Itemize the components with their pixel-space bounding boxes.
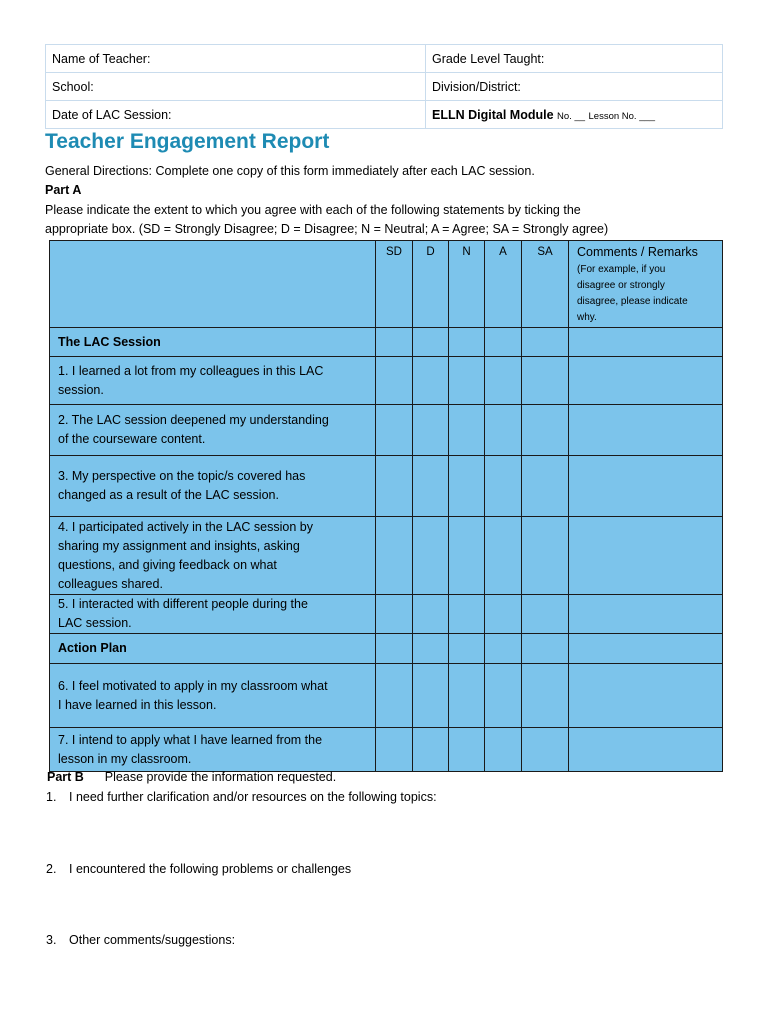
part-b-label: Part B	[47, 770, 84, 784]
rating-cell[interactable]	[522, 405, 569, 456]
part-b-question-1: 1. I need further clarification and/or resources on the following topics:	[46, 790, 437, 804]
part-b-heading	[47, 770, 336, 784]
rating-cell[interactable]	[449, 595, 485, 634]
part-a-label: Part A	[45, 183, 82, 197]
comment-cell[interactable]	[569, 456, 723, 517]
rating-cell[interactable]	[376, 328, 413, 357]
general-directions: General Directions: Complete one copy of this form immediately after each LAC session.	[45, 164, 535, 178]
rating-cell[interactable]	[485, 456, 522, 517]
part-b-question-3: 3. Other comments/suggestions:	[46, 933, 236, 947]
page-title: Teacher Engagement Report	[45, 130, 330, 153]
comment-cell[interactable]	[569, 517, 723, 595]
header-row	[50, 241, 723, 328]
comment-cell[interactable]	[569, 664, 723, 728]
rating-cell[interactable]	[522, 328, 569, 357]
comments-note-4: why.	[577, 312, 597, 323]
rating-cell[interactable]	[449, 634, 485, 664]
statement-row-4	[50, 517, 723, 595]
teacher-name-field[interactable]: Name of Teacher:	[46, 45, 426, 73]
part-a-instruction-line2: appropriate box. (SD = Strongly Disagree; D = Disagree; N = Neutral; A = Agree; SA = Strongly agree)	[45, 222, 609, 236]
comment-cell[interactable]	[569, 634, 723, 664]
rating-cell[interactable]	[413, 664, 449, 728]
rating-cell[interactable]	[449, 664, 485, 728]
rating-cell[interactable]	[485, 595, 522, 634]
comment-cell[interactable]	[569, 405, 723, 456]
rating-cell[interactable]	[376, 357, 413, 405]
rating-cell[interactable]	[413, 328, 449, 357]
part-a-instruction-line1: Please indicate the extent to which you agree with each of the following statements by ticking the	[45, 203, 581, 217]
rating-cell[interactable]	[522, 595, 569, 634]
lesson-number: Lesson No. ___	[588, 110, 656, 122]
rating-cell[interactable]	[413, 357, 449, 405]
rating-cell[interactable]	[522, 517, 569, 595]
statement-row-5	[50, 595, 723, 634]
comments-note-1: (For example, if you	[577, 264, 666, 275]
rating-cell[interactable]	[522, 728, 569, 772]
rating-cell[interactable]	[449, 328, 485, 357]
rating-cell[interactable]	[413, 595, 449, 634]
comment-cell[interactable]	[569, 728, 723, 772]
header-sd: SD	[376, 241, 413, 328]
grade-level-field[interactable]: Grade Level Taught:	[426, 45, 723, 73]
header-comments	[569, 241, 723, 328]
section-lac-session: The LAC Session	[50, 328, 376, 357]
comment-cell[interactable]	[569, 328, 723, 357]
rating-cell[interactable]	[413, 517, 449, 595]
statement-row-3	[50, 456, 723, 517]
statement-2: 2. The LAC session deepened my understanding of the courseware content.	[50, 405, 376, 456]
rating-cell[interactable]	[376, 595, 413, 634]
section-action-plan: Action Plan	[50, 634, 376, 664]
header-n: N	[449, 241, 485, 328]
rating-cell[interactable]	[485, 634, 522, 664]
header-d: D	[413, 241, 449, 328]
module-label: ELLN Digital Module	[432, 107, 554, 122]
section-row	[50, 634, 723, 664]
statement-row-7	[50, 728, 723, 772]
rating-cell[interactable]	[485, 517, 522, 595]
rating-cell[interactable]	[376, 456, 413, 517]
statement-1: 1. I learned a lot from my colleagues in this LAC session.	[50, 357, 376, 405]
comments-title: Comments / Remarks	[577, 245, 698, 259]
rating-cell[interactable]	[376, 634, 413, 664]
rating-cell[interactable]	[376, 517, 413, 595]
statement-6: 6. I feel motivated to apply in my classroom what I have learned in this lesson.	[50, 664, 376, 728]
rating-table	[49, 240, 723, 772]
rating-cell[interactable]	[485, 405, 522, 456]
header-blank-cell	[50, 241, 376, 328]
rating-cell[interactable]	[522, 456, 569, 517]
rating-cell[interactable]	[485, 357, 522, 405]
rating-cell[interactable]	[449, 357, 485, 405]
school-field[interactable]: School:	[46, 73, 426, 101]
comment-cell[interactable]	[569, 595, 723, 634]
statement-row-2	[50, 405, 723, 456]
rating-cell[interactable]	[522, 634, 569, 664]
rating-cell[interactable]	[485, 328, 522, 357]
comment-cell[interactable]	[569, 357, 723, 405]
comments-note-2: disagree or strongly	[577, 280, 665, 291]
part-b-instruction: Please provide the information requested.	[104, 770, 337, 784]
rating-cell[interactable]	[522, 357, 569, 405]
header-a: A	[485, 241, 522, 328]
rating-cell[interactable]	[376, 728, 413, 772]
module-number: No. __	[557, 110, 586, 122]
comments-note-3: disagree, please indicate	[577, 296, 688, 307]
module-field[interactable]	[426, 101, 723, 129]
teacher-info-table	[45, 44, 723, 129]
rating-cell[interactable]	[449, 728, 485, 772]
statement-row-1	[50, 357, 723, 405]
division-field[interactable]: Division/District:	[426, 73, 723, 101]
rating-cell[interactable]	[522, 664, 569, 728]
lac-date-field[interactable]: Date of LAC Session:	[46, 101, 426, 129]
rating-cell[interactable]	[376, 664, 413, 728]
rating-cell[interactable]	[376, 405, 413, 456]
statement-4: 4. I participated actively in the LAC session by sharing my assignment and insights, asking questions, and giving feedback on what colleagues shared.	[50, 517, 376, 595]
statement-7: 7. I intend to apply what I have learned from the lesson in my classroom.	[50, 728, 376, 772]
part-b-question-2: 2. I encountered the following problems or challenges	[46, 862, 352, 876]
rating-cell[interactable]	[485, 664, 522, 728]
rating-cell[interactable]	[413, 405, 449, 456]
rating-cell[interactable]	[485, 728, 522, 772]
rating-cell[interactable]	[413, 456, 449, 517]
rating-cell[interactable]	[449, 456, 485, 517]
rating-cell[interactable]	[413, 634, 449, 664]
statement-3: 3. My perspective on the topic/s covered has changed as a result of the LAC session.	[50, 456, 376, 517]
statement-row-6	[50, 664, 723, 728]
header-sa: SA	[522, 241, 569, 328]
rating-cell[interactable]	[449, 517, 485, 595]
section-row	[50, 328, 723, 357]
statement-5: 5. I interacted with different people during the LAC session.	[50, 595, 376, 634]
rating-cell[interactable]	[413, 728, 449, 772]
rating-cell[interactable]	[449, 405, 485, 456]
